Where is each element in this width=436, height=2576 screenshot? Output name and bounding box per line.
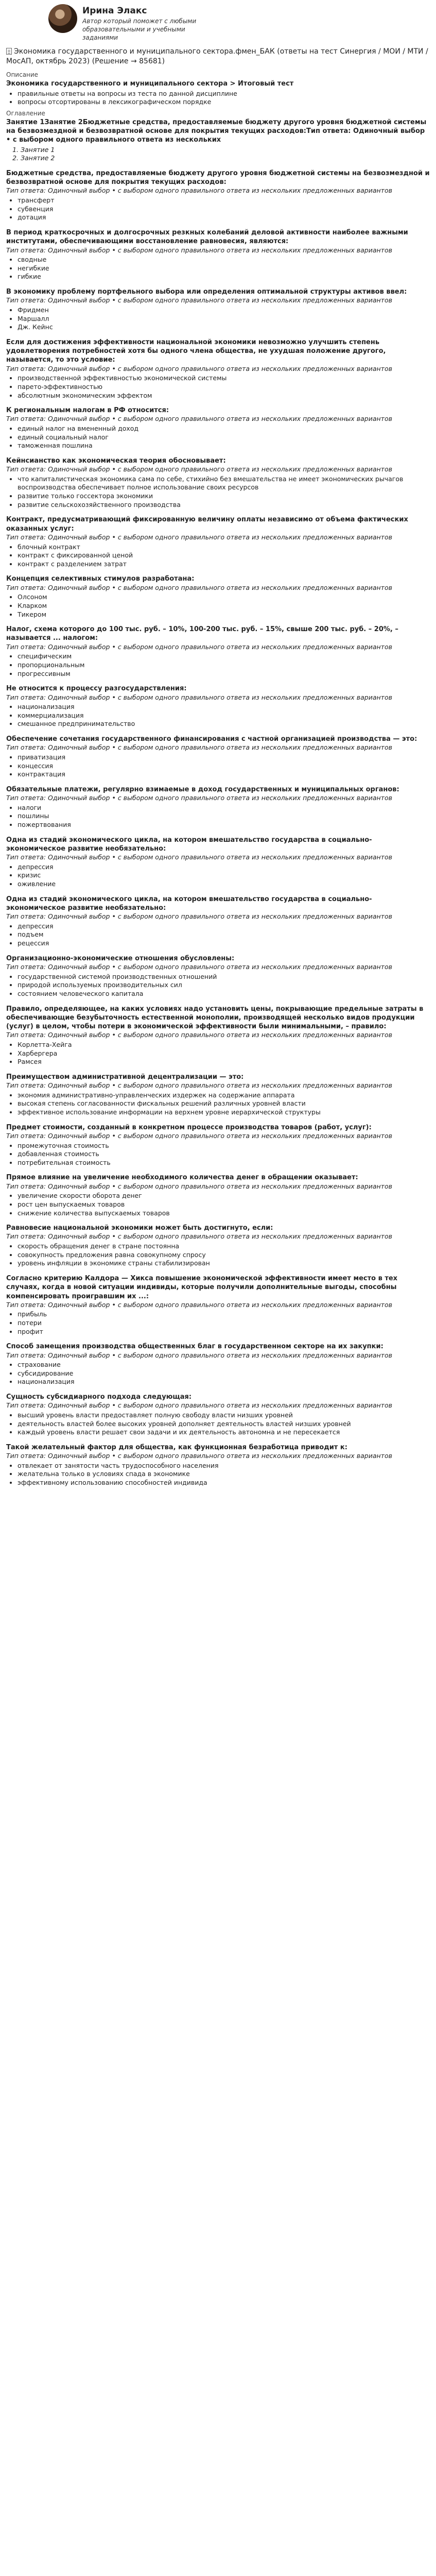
description-list — [6, 90, 430, 107]
options-list — [6, 425, 430, 450]
question-text: К региональным налогам в РФ относится: — [6, 406, 169, 415]
options-list — [6, 1462, 430, 1487]
question-block — [6, 954, 430, 998]
option-item: • производственной эффективностью экономической системы — [18, 374, 430, 383]
option-item: • скорость обращения денег в стране постоянна — [18, 1242, 430, 1251]
question-block — [6, 406, 430, 450]
options-list — [6, 1361, 430, 1386]
options-list — [6, 196, 430, 222]
option-item: • совокупность предложения равна совокупному спросу — [18, 1251, 430, 1260]
author-name[interactable]: Ирина Элакс — [82, 6, 147, 16]
answer-type: Тип ответа: Одиночный выбор • с выбором одного правильного ответа из нескольких предложенных вариантов — [6, 187, 392, 195]
option-item: • государственной системой производственных отношений — [18, 973, 430, 981]
question-text: Обеспечение сочетания государственного финансирования с частной организацией производства — это: — [6, 735, 417, 743]
options-list — [6, 703, 430, 728]
question-text: В период краткосрочных и долгосрочных резкных колебаний деловой активности наиболее важными институтами, обеспечивающими восстановление равновесия, являются: — [6, 228, 408, 246]
question-block — [6, 1123, 430, 1167]
question-text: Предмет стоимости, созданный в конкретном процессе производства товаров (работ, услуг): — [6, 1123, 372, 1131]
option-item: • развитие только госсектора экономики — [18, 492, 430, 501]
options-list — [6, 1091, 430, 1117]
list-item: • вопросы отсортированы в лексикографическом порядке — [18, 98, 430, 107]
option-item: • единый социальный налог — [18, 433, 430, 442]
answer-type: Тип ответа: Одиночный выбор • с выбором одного правильного ответа из нескольких предложенных вариантов — [6, 963, 392, 971]
answer-type: Тип ответа: Одиночный выбор • с выбором одного правильного ответа из нескольких предложенных вариантов — [6, 1452, 392, 1460]
answer-type: Тип ответа: Одиночный выбор • с выбором одного правильного ответа из нескольких предложенных вариантов — [6, 853, 392, 861]
question-block — [6, 1393, 430, 1437]
option-item: • эффективное использование информации на верхнем уровне иерархической структуры — [18, 1108, 430, 1117]
option-item: • рецессия — [18, 939, 430, 948]
option-item: • уровень инфляции в экономике страны стабилизирован — [18, 1259, 430, 1268]
options-list — [6, 1310, 430, 1336]
answer-type: Тип ответа: Одиночный выбор • с выбором одного правильного ответа из нескольких предложенных вариантов — [6, 693, 392, 701]
answer-type: Тип ответа: Одиночный выбор • с выбором одного правильного ответа из нескольких предложенных вариантов — [6, 794, 392, 802]
options-list — [6, 652, 430, 678]
question-text: Концепция селективных стимулов разработана: — [6, 575, 195, 583]
option-item: • контрактация — [18, 770, 430, 779]
options-list — [6, 593, 430, 619]
question-block — [6, 785, 430, 829]
list-item: • правильные ответы на вопросы из теста по данной дисциплине — [18, 90, 430, 98]
question-block — [6, 1224, 430, 1268]
question-block — [6, 228, 430, 281]
options-list — [6, 973, 430, 998]
option-item: • Тикером — [18, 611, 430, 619]
page-title — [6, 47, 430, 66]
option-item: • природой используемых производительных сил — [18, 981, 430, 990]
question-block — [6, 1173, 430, 1217]
option-item: • увеличение скорости оборота денег — [18, 1192, 430, 1200]
document-icon — [6, 48, 12, 55]
question-text: Одна из стадий экономического цикла, на котором вмешательство государства в социально-экономическое развитие необязательно: — [6, 836, 372, 853]
option-item: • депрессия — [18, 922, 430, 931]
option-item: • сводные — [18, 256, 430, 264]
option-item: • высший уровень власти предоставляет полную свободу власти низших уровней — [18, 1411, 430, 1420]
option-item: • рост цен выпускаемых товаров — [18, 1200, 430, 1209]
answer-type: Тип ответа: Одиночный выбор • с выбором одного правильного ответа из нескольких предложенных вариантов — [6, 912, 392, 921]
options-list — [6, 256, 430, 281]
option-item: • блочный контракт — [18, 543, 430, 552]
author-description: Автор который поможет с любыми образовательными и учебными заданиями — [82, 17, 197, 41]
option-item: • налоги — [18, 804, 430, 812]
option-item: • гибкие — [18, 273, 430, 281]
option-item: • промежуточная стоимость — [18, 1142, 430, 1150]
option-item: • отвлекает от занятости часть трудоспособного населения — [18, 1462, 430, 1470]
answer-type: Тип ответа: Одиночный выбор • с выбором одного правильного ответа из нескольких предложенных вариантов — [6, 583, 392, 591]
option-item: • оживление — [18, 880, 430, 889]
options-list — [6, 922, 430, 948]
question-block — [6, 836, 430, 889]
question-block — [6, 287, 430, 332]
question-text: Налог, схема которого до 100 тыс. руб. – 10%, 100-200 тыс. руб. – 15%, свыше 200 тыс. руб. – 20%, – называется ... налогом: — [6, 625, 398, 642]
option-item: • пропорциональным — [18, 661, 430, 670]
question-text: Такой желательный фактор для общества, как функционная безработица приводит к: — [6, 1443, 347, 1451]
option-item: • потери — [18, 1319, 430, 1328]
option-item: • добавленная стоимость — [18, 1150, 430, 1159]
option-item: • смешанное предпринимательство — [18, 720, 430, 728]
option-item: • развитие сельскохозяйственного производства — [18, 501, 430, 510]
answer-type: Тип ответа: Одиночный выбор • с выбором одного правильного ответа из нескольких предложенных вариантов — [6, 1232, 392, 1241]
option-item: • Маршалл — [18, 315, 430, 324]
options-list — [6, 804, 430, 829]
option-item: • профит — [18, 1328, 430, 1336]
question-text: В экономику проблему портфельного выбора или определения оптимальной структуры активов ввел: — [6, 288, 407, 296]
options-list — [6, 863, 430, 889]
question-text: Контракт, предусматривающий фиксированную величину оплаты независимо от объема фактических оказанных услуг: — [6, 516, 408, 533]
option-item: • контракт с разделением затрат — [18, 560, 430, 569]
question-block — [6, 1443, 430, 1487]
options-list — [6, 1411, 430, 1437]
question-block — [6, 684, 430, 728]
question-text: Обязательные платежи, регулярно взимаемые в доход государственных и муниципальных органов: — [6, 785, 399, 793]
option-item: • негибкие — [18, 264, 430, 273]
answer-type: Тип ответа: Одиночный выбор • с выбором одного правильного ответа из нескольких предложенных вариантов — [6, 1131, 392, 1140]
option-item: • Кларком — [18, 602, 430, 611]
option-item: • специфическим — [18, 652, 430, 661]
answer-type: Тип ответа: Одиночный выбор • с выбором одного правильного ответа из нескольких предложенных вариантов — [6, 246, 392, 254]
options-list — [6, 1192, 430, 1217]
answer-type: Тип ответа: Одиночный выбор • с выбором одного правильного ответа из нескольких предложенных вариантов — [6, 415, 392, 423]
option-item: • прогрессивным — [18, 670, 430, 679]
question-text: Не относится к процессу разгосударствления: — [6, 685, 187, 693]
question-text: Согласно критерию Калдора — Хикса повышение экономической эффективности имеет место в тех случаях, когда в новой ситуации индивиды, которые получили дополнительные выгоды, способны компенсировать проигравшим их ...: — [6, 1274, 398, 1300]
answer-type: Тип ответа: Одиночный выбор • с выбором одного правильного ответа из нескольких предложенных вариантов — [6, 1081, 392, 1090]
question-block — [6, 456, 430, 509]
options-list — [6, 753, 430, 779]
question-block — [6, 625, 430, 678]
question-text: Равновесие национальной экономики может быть достигнуто, если: — [6, 1224, 273, 1232]
question-block — [6, 1342, 430, 1386]
option-item: • приватизация — [18, 753, 430, 762]
page-title-text: Экономика государственного и муниципального сектора.фмен_БАК (ответы на тест Синергия / МОИ / МТИ / МосАП, октябрь 2023) (Решение → 85681) — [6, 47, 428, 65]
option-item: • подъем — [18, 930, 430, 939]
option-item: • что капиталистическая экономика сама по себе, стихийно без вмешательства не имеет экономических рычагов воспроизводства обеспечивает полное использование своих ресурсов — [18, 475, 430, 492]
option-item: • дотация — [18, 213, 430, 222]
toc-label: Оглавление — [6, 109, 45, 117]
option-item: • трансферт — [18, 196, 430, 205]
option-item: • прибыль — [18, 1310, 430, 1319]
options-list — [6, 374, 430, 400]
answer-type: Тип ответа: Одиночный выбор • с выбором одного правильного ответа из нескольких предложенных вариантов — [6, 1182, 392, 1190]
avatar[interactable] — [48, 4, 77, 33]
question-block — [6, 1274, 430, 1336]
options-list — [6, 1142, 430, 1167]
question-text: Бюджетные средства, предоставляемые бюджету другого уровня бюджетной системы на безвозмездной и безвозвратной основе для покрытия текущих расходов: — [6, 169, 430, 187]
option-item: • субсидирование — [18, 1369, 430, 1378]
answer-type: Тип ответа: Одиночный выбор • с выбором одного правильного ответа из нескольких предложенных вариантов — [6, 533, 392, 541]
answer-type: Тип ответа: Одиночный выбор • с выбором одного правильного ответа из нескольких предложенных вариантов — [6, 465, 392, 473]
option-item: • Харбергера — [18, 1049, 430, 1058]
options-list — [6, 1041, 430, 1066]
question-block — [6, 338, 430, 400]
option-item: • кризис — [18, 871, 430, 880]
toc-item[interactable]: 2. Занятие 2 — [21, 154, 430, 163]
description-label: Описание — [6, 71, 39, 79]
answer-type: Тип ответа: Одиночный выбор • с выбором одного правильного ответа из нескольких предложенных вариантов — [6, 743, 392, 752]
question-block — [6, 169, 430, 222]
option-item: • абсолютным экономическим эффектом — [18, 392, 430, 400]
answer-type: Тип ответа: Одиночный выбор • с выбором одного правильного ответа из нескольких предложенных вариантов — [6, 1351, 392, 1359]
question-block — [6, 1073, 430, 1117]
toc-heading: Занятие 1Занятие 2Бюджетные средства, предоставляемые бюджету другого уровня бюджетной системы на безвозмездной и безвозвратной основе для покрытия текущих расходов:Тип ответа: Одиночный выбор • с выбором одного правильного ответа из нескольких — [6, 118, 427, 144]
answer-type: Тип ответа: Одиночный выбор • с выбором одного правильного ответа из нескольких предложенных вариантов — [6, 296, 392, 304]
option-item: • субвенция — [18, 205, 430, 214]
option-item: • эффективному использованию способностей индивида — [18, 1479, 430, 1487]
option-item: • состоянием человеческого капитала — [18, 990, 430, 998]
option-item: • желательна только в условиях спада в экономике — [18, 1470, 430, 1479]
option-item: • национализация — [18, 703, 430, 711]
question-block — [6, 895, 430, 948]
options-list — [6, 475, 430, 510]
question-text: Кейнсианство как экономическая теория обосновывает: — [6, 456, 226, 465]
toc-list — [6, 146, 430, 163]
author-info — [82, 4, 201, 42]
question-text: Организационно-экономические отношения обусловлены: — [6, 954, 235, 962]
option-item: • снижение количества выпускаемых товаров — [18, 1209, 430, 1218]
question-block — [6, 1005, 430, 1066]
option-item: • Корлетта-Хейга — [18, 1041, 430, 1049]
question-block — [6, 735, 430, 779]
options-list — [6, 543, 430, 569]
question-text: Преимуществом административной децентрализации — это: — [6, 1073, 244, 1081]
answer-type: Тип ответа: Одиночный выбор • с выбором одного правильного ответа из нескольких предложенных вариантов — [6, 1031, 392, 1039]
option-item: • страхование — [18, 1361, 430, 1369]
question-block — [6, 574, 430, 619]
question-text: Одна из стадий экономического цикла, на котором вмешательство государства в социально-экономическое развитие необязательно: — [6, 895, 372, 912]
option-item: • пошлины — [18, 812, 430, 821]
answer-type: Тип ответа: Одиночный выбор • с выбором одного правильного ответа из нескольких предложенных вариантов — [6, 1401, 392, 1410]
option-item: • Рамсея — [18, 1058, 430, 1066]
option-item: • экономия административно-управленческих издержек на содержание аппарата — [18, 1091, 430, 1100]
answer-type: Тип ответа: Одиночный выбор • с выбором одного правильного ответа из нескольких предложенных вариантов — [6, 642, 392, 651]
option-item: • деятельность властей более высоких уровней дополняет деятельность властей низших уровней — [18, 1420, 430, 1429]
answer-type: Тип ответа: Одиночный выбор • с выбором одного правильного ответа из нескольких предложенных вариантов — [6, 364, 392, 372]
option-item: • национализация — [18, 1378, 430, 1386]
description-heading: Экономика государственного и муниципального сектора > Итоговый тест — [6, 80, 294, 88]
question-text: Если для достижения эффективности национальной экономики невозможно улучшить степень удовлетворения потребностей хотя бы одного члена общества, не ухудшая положение другого, называется, то это условие: — [6, 338, 386, 364]
option-item: • парето-эффективностью — [18, 383, 430, 392]
option-item: • контракт с фиксированной ценой — [18, 551, 430, 560]
option-item: • Олсоном — [18, 593, 430, 602]
question-text: Прямое влияние на увеличение необходимого количества денег в обращении оказывает: — [6, 1174, 358, 1182]
option-item: • депрессия — [18, 863, 430, 872]
option-item: • единый налог на вмененный доход — [18, 425, 430, 433]
question-text: Способ замещения производства общественных благ в государственном секторе на их закупки: — [6, 1343, 383, 1351]
author-card — [48, 4, 430, 42]
option-item: • концессия — [18, 762, 430, 771]
option-item: • пожертвования — [18, 821, 430, 829]
option-item: • каждый уровень власти решает свои задачи и их деятельность автономна и не пересекается — [18, 1428, 430, 1437]
option-item: • Фридмен — [18, 306, 430, 315]
answer-type: Тип ответа: Одиночный выбор • с выбором одного правильного ответа из нескольких предложенных вариантов — [6, 1300, 392, 1309]
question-block — [6, 515, 430, 568]
option-item: • Дж. Кейнс — [18, 323, 430, 332]
options-list — [6, 1242, 430, 1268]
toc-item[interactable]: 1. Занятие 1 — [21, 146, 430, 155]
option-item: • таможенная пошлина — [18, 442, 430, 450]
question-text: Правило, определяющее, на каких условиях надо установить цены, покрывающие предельные затраты в обеспечивающие безубыточность естественной монополии, производящей несколько видов продукции (услуг) в целом, чтобы потери в экономической эффективности были минимальными, – правило: — [6, 1005, 424, 1031]
question-text: Сущность субсидиарного подхода следующая: — [6, 1393, 192, 1401]
option-item: • потребительная стоимость — [18, 1159, 430, 1167]
questions-list — [6, 169, 430, 1487]
options-list — [6, 306, 430, 332]
option-item: • высокая степень согласованности фискальных решений различных уровней власти — [18, 1099, 430, 1108]
option-item: • коммерциализация — [18, 711, 430, 720]
